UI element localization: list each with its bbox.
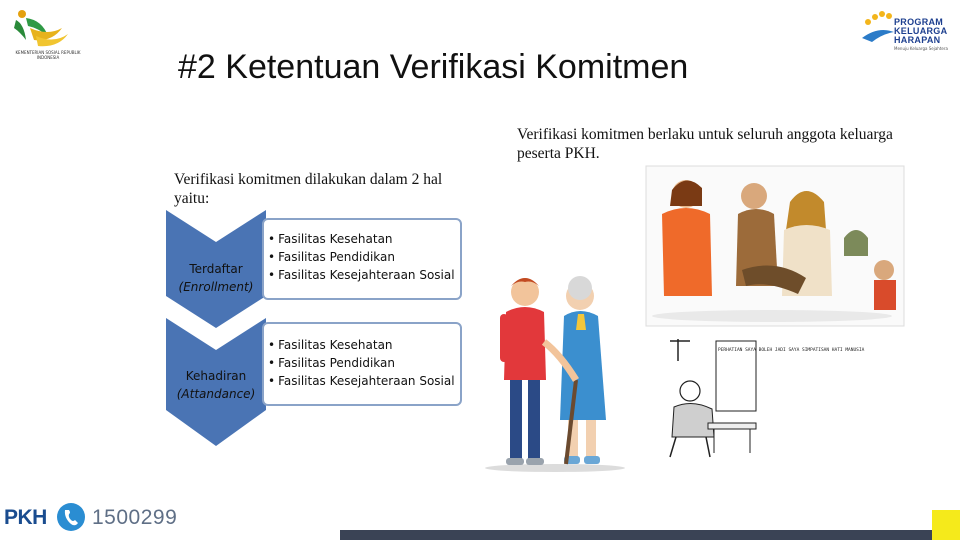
pkh-logo-tagline: Menuju Keluarga Sejahtera (894, 46, 948, 51)
pkh-logo-line-2: KELUARGA (894, 26, 948, 36)
hotline-number: 1500299 (92, 506, 178, 529)
list-item: • Fasilitas Kesehatan (268, 230, 460, 248)
kemensos-caption: KEMENTERIAN SOSIAL REPUBLIK INDONESIA (15, 50, 81, 60)
list-item: • Fasilitas Kesejahteraan Sosial (268, 372, 460, 390)
pkh-logo-line-1: PROGRAM (894, 17, 944, 27)
accent-square (932, 510, 960, 540)
list-item: • Fasilitas Pendidikan (268, 248, 460, 266)
list-item: • Fasilitas Kesejahteraan Sosial (268, 266, 460, 284)
intro-text: Verifikasi komitmen dilakukan dalam 2 hal yaitu: (174, 171, 443, 207)
stage-enrollment-label (168, 260, 264, 296)
caregiver-illustration (480, 270, 630, 475)
family-health-illustration (646, 166, 904, 326)
stage-enrollment-box (262, 218, 462, 300)
cartoon-sign-line-1: PERHATIAN SAYA BOLEH JADI SAYA SIMPATISAN HATI MANUSIA (718, 348, 865, 353)
stage-enrollment-name: Terdaftar (189, 262, 243, 276)
process-chevrons (166, 210, 266, 450)
pkh-logo-line-3: HARAPAN (894, 35, 941, 45)
stage-attendance-label (168, 367, 264, 403)
stage-enrollment-english: (Enrollment) (178, 280, 254, 294)
pkh-logo (860, 8, 956, 56)
cartoon-illustration (656, 333, 865, 461)
phone-icon (56, 502, 86, 532)
page-title: #2 Ketentuan Verifikasi Komitmen (178, 48, 689, 86)
list-item: • Fasilitas Pendidikan (268, 354, 460, 372)
pkh-brand-text: PKH (4, 506, 47, 529)
kemensos-emblem-icon (8, 6, 80, 50)
list-item: • Fasilitas Kesehatan (268, 336, 460, 354)
scope-note: Verifikasi komitmen berlaku untuk seluruh anggota keluarga peserta PKH. (517, 126, 893, 162)
footer-bar (340, 530, 960, 540)
stage-attendance-box (262, 322, 462, 406)
stage-attendance-english: (Attandance) (176, 387, 256, 401)
pkh-emblem-icon (860, 8, 896, 48)
pkh-hotline (4, 500, 178, 536)
kemensos-logo (8, 6, 80, 64)
stage-attendance-name: Kehadiran (185, 369, 247, 383)
